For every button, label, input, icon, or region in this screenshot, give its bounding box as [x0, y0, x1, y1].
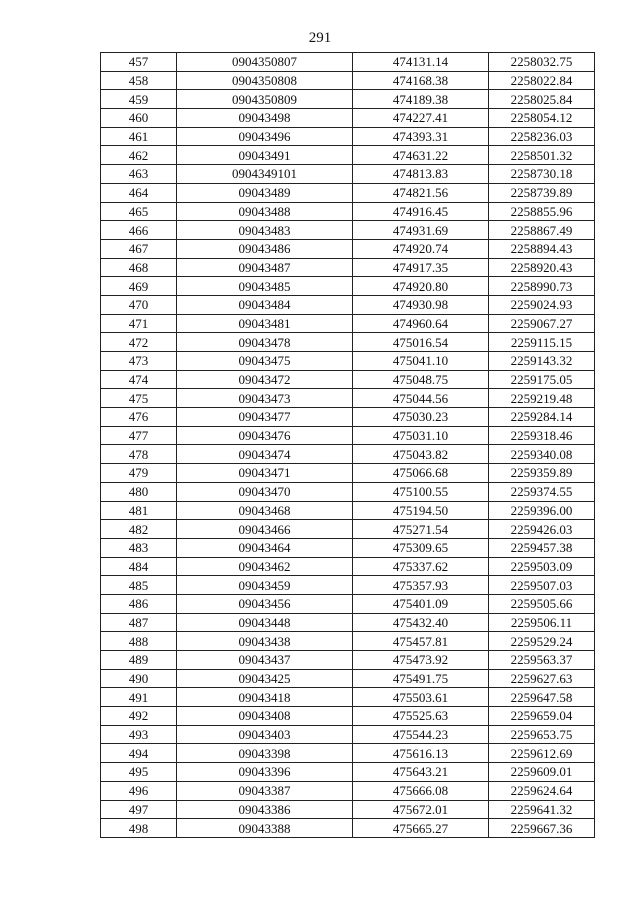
row-number-cell: 472 [101, 333, 177, 352]
y-coordinate-cell: 2259647.58 [489, 688, 595, 707]
y-coordinate-cell: 2259503.09 [489, 557, 595, 576]
x-coordinate-cell: 474813.83 [353, 165, 489, 184]
point-code-cell: 09043474 [177, 445, 353, 464]
row-number-cell: 494 [101, 744, 177, 763]
y-coordinate-cell: 2259505.66 [489, 594, 595, 613]
row-number-cell: 490 [101, 669, 177, 688]
y-coordinate-cell: 2258032.75 [489, 53, 595, 72]
x-coordinate-cell: 474131.14 [353, 53, 489, 72]
point-code-cell: 0904350808 [177, 71, 353, 90]
point-code-cell: 0904349101 [177, 165, 353, 184]
row-number-cell: 468 [101, 258, 177, 277]
table-row [101, 333, 595, 352]
row-number-cell: 460 [101, 109, 177, 128]
point-code-cell: 09043470 [177, 482, 353, 501]
point-code-cell: 09043448 [177, 613, 353, 632]
point-code-cell: 09043478 [177, 333, 353, 352]
point-code-cell: 09043398 [177, 744, 353, 763]
point-code-cell: 09043386 [177, 800, 353, 819]
x-coordinate-cell: 474393.31 [353, 127, 489, 146]
table-row [101, 576, 595, 595]
y-coordinate-cell: 2258739.89 [489, 183, 595, 202]
page-number: 291 [308, 30, 332, 46]
x-coordinate-cell: 475337.62 [353, 557, 489, 576]
y-coordinate-cell: 2258855.96 [489, 202, 595, 221]
table-row [101, 538, 595, 557]
x-coordinate-cell: 475271.54 [353, 520, 489, 539]
x-coordinate-cell: 475066.68 [353, 464, 489, 483]
x-coordinate-cell: 475432.40 [353, 613, 489, 632]
table-row [101, 202, 595, 221]
row-number-cell: 489 [101, 651, 177, 670]
point-code-cell: 09043489 [177, 183, 353, 202]
x-coordinate-cell: 475672.01 [353, 800, 489, 819]
row-number-cell: 473 [101, 352, 177, 371]
y-coordinate-cell: 2259175.05 [489, 370, 595, 389]
row-number-cell: 485 [101, 576, 177, 595]
table-row [101, 763, 595, 782]
table-row [101, 501, 595, 520]
x-coordinate-cell: 474917.35 [353, 258, 489, 277]
x-coordinate-cell: 475043.82 [353, 445, 489, 464]
table-row [101, 594, 595, 613]
y-coordinate-cell: 2259653.75 [489, 725, 595, 744]
row-number-cell: 462 [101, 146, 177, 165]
row-number-cell: 469 [101, 277, 177, 296]
y-coordinate-cell: 2259641.32 [489, 800, 595, 819]
row-number-cell: 491 [101, 688, 177, 707]
table-row [101, 221, 595, 240]
table-row [101, 258, 595, 277]
table-row [101, 426, 595, 445]
y-coordinate-cell: 2259659.04 [489, 707, 595, 726]
y-coordinate-cell: 2259219.48 [489, 389, 595, 408]
row-number-cell: 480 [101, 482, 177, 501]
y-coordinate-cell: 2258920.43 [489, 258, 595, 277]
point-code-cell: 09043484 [177, 295, 353, 314]
table-row [101, 725, 595, 744]
row-number-cell: 487 [101, 613, 177, 632]
point-code-cell: 09043473 [177, 389, 353, 408]
table-row [101, 352, 595, 371]
y-coordinate-cell: 2259563.37 [489, 651, 595, 670]
table-row [101, 613, 595, 632]
y-coordinate-cell: 2259115.15 [489, 333, 595, 352]
table-row [101, 146, 595, 165]
row-number-cell: 498 [101, 819, 177, 838]
x-coordinate-cell: 475491.75 [353, 669, 489, 688]
table-row [101, 464, 595, 483]
row-number-cell: 470 [101, 295, 177, 314]
y-coordinate-cell: 2259396.00 [489, 501, 595, 520]
point-code-cell: 09043408 [177, 707, 353, 726]
table-row [101, 707, 595, 726]
table-row [101, 165, 595, 184]
x-coordinate-cell: 475030.23 [353, 408, 489, 427]
x-coordinate-cell: 474920.80 [353, 277, 489, 296]
row-number-cell: 478 [101, 445, 177, 464]
table-row [101, 482, 595, 501]
x-coordinate-cell: 475525.63 [353, 707, 489, 726]
point-code-cell: 09043496 [177, 127, 353, 146]
row-number-cell: 488 [101, 632, 177, 651]
y-coordinate-cell: 2259067.27 [489, 314, 595, 333]
x-coordinate-cell: 475357.93 [353, 576, 489, 595]
table-row [101, 90, 595, 109]
point-code-cell: 09043464 [177, 538, 353, 557]
y-coordinate-cell: 2259374.55 [489, 482, 595, 501]
row-number-cell: 471 [101, 314, 177, 333]
point-code-cell: 09043438 [177, 632, 353, 651]
x-coordinate-cell: 475503.61 [353, 688, 489, 707]
x-coordinate-cell: 475401.09 [353, 594, 489, 613]
point-code-cell: 09043488 [177, 202, 353, 221]
x-coordinate-cell: 475100.55 [353, 482, 489, 501]
point-code-cell: 09043403 [177, 725, 353, 744]
row-number-cell: 463 [101, 165, 177, 184]
row-number-cell: 465 [101, 202, 177, 221]
x-coordinate-cell: 475044.56 [353, 389, 489, 408]
y-coordinate-cell: 2258054.12 [489, 109, 595, 128]
table-row [101, 314, 595, 333]
x-coordinate-cell: 475041.10 [353, 352, 489, 371]
y-coordinate-cell: 2259529.24 [489, 632, 595, 651]
table-row [101, 127, 595, 146]
row-number-cell: 486 [101, 594, 177, 613]
y-coordinate-cell: 2259024.93 [489, 295, 595, 314]
y-coordinate-cell: 2258867.49 [489, 221, 595, 240]
x-coordinate-cell: 474631.22 [353, 146, 489, 165]
table-row [101, 744, 595, 763]
point-code-cell: 09043491 [177, 146, 353, 165]
row-number-cell: 492 [101, 707, 177, 726]
row-number-cell: 466 [101, 221, 177, 240]
x-coordinate-cell: 475666.08 [353, 781, 489, 800]
row-number-cell: 493 [101, 725, 177, 744]
table-row [101, 669, 595, 688]
point-code-cell: 09043471 [177, 464, 353, 483]
x-coordinate-cell: 475309.65 [353, 538, 489, 557]
point-code-cell: 09043418 [177, 688, 353, 707]
x-coordinate-cell: 474189.38 [353, 90, 489, 109]
y-coordinate-cell: 2259609.01 [489, 763, 595, 782]
y-coordinate-cell: 2258236.03 [489, 127, 595, 146]
x-coordinate-cell: 475643.21 [353, 763, 489, 782]
row-number-cell: 483 [101, 538, 177, 557]
y-coordinate-cell: 2258730.18 [489, 165, 595, 184]
table-row [101, 295, 595, 314]
y-coordinate-cell: 2259506.11 [489, 613, 595, 632]
point-code-cell: 09043475 [177, 352, 353, 371]
row-number-cell: 479 [101, 464, 177, 483]
table-row [101, 277, 595, 296]
y-coordinate-cell: 2258025.84 [489, 90, 595, 109]
point-code-cell: 09043477 [177, 408, 353, 427]
y-coordinate-cell: 2259359.89 [489, 464, 595, 483]
point-code-cell: 09043437 [177, 651, 353, 670]
row-number-cell: 459 [101, 90, 177, 109]
point-code-cell: 09043481 [177, 314, 353, 333]
y-coordinate-cell: 2259624.64 [489, 781, 595, 800]
point-code-cell: 0904350807 [177, 53, 353, 72]
row-number-cell: 482 [101, 520, 177, 539]
x-coordinate-cell: 475048.75 [353, 370, 489, 389]
point-code-cell: 09043388 [177, 819, 353, 838]
x-coordinate-cell: 475016.54 [353, 333, 489, 352]
row-number-cell: 495 [101, 763, 177, 782]
table-row [101, 71, 595, 90]
coordinates-table [100, 52, 595, 838]
row-number-cell: 461 [101, 127, 177, 146]
x-coordinate-cell: 475473.92 [353, 651, 489, 670]
point-code-cell: 09043485 [177, 277, 353, 296]
table-row [101, 370, 595, 389]
point-code-cell: 09043468 [177, 501, 353, 520]
y-coordinate-cell: 2259612.69 [489, 744, 595, 763]
coordinates-table-body [101, 53, 595, 838]
table-row [101, 183, 595, 202]
table-row [101, 800, 595, 819]
y-coordinate-cell: 2258501.32 [489, 146, 595, 165]
table-row [101, 520, 595, 539]
point-code-cell: 09043425 [177, 669, 353, 688]
row-number-cell: 497 [101, 800, 177, 819]
x-coordinate-cell: 474931.69 [353, 221, 489, 240]
table-row [101, 445, 595, 464]
table-row [101, 651, 595, 670]
table-row [101, 389, 595, 408]
y-coordinate-cell: 2259627.63 [489, 669, 595, 688]
x-coordinate-cell: 475665.27 [353, 819, 489, 838]
y-coordinate-cell: 2259318.46 [489, 426, 595, 445]
point-code-cell: 09043476 [177, 426, 353, 445]
row-number-cell: 496 [101, 781, 177, 800]
y-coordinate-cell: 2259507.03 [489, 576, 595, 595]
table-row [101, 632, 595, 651]
point-code-cell: 09043486 [177, 239, 353, 258]
y-coordinate-cell: 2258894.43 [489, 239, 595, 258]
x-coordinate-cell: 474916.45 [353, 202, 489, 221]
x-coordinate-cell: 474227.41 [353, 109, 489, 128]
row-number-cell: 467 [101, 239, 177, 258]
x-coordinate-cell: 475544.23 [353, 725, 489, 744]
y-coordinate-cell: 2259284.14 [489, 408, 595, 427]
point-code-cell: 0904350809 [177, 90, 353, 109]
row-number-cell: 474 [101, 370, 177, 389]
y-coordinate-cell: 2259143.32 [489, 352, 595, 371]
table-row [101, 557, 595, 576]
y-coordinate-cell: 2258990.73 [489, 277, 595, 296]
point-code-cell: 09043498 [177, 109, 353, 128]
row-number-cell: 476 [101, 408, 177, 427]
row-number-cell: 475 [101, 389, 177, 408]
x-coordinate-cell: 474168.38 [353, 71, 489, 90]
y-coordinate-cell: 2258022.84 [489, 71, 595, 90]
point-code-cell: 09043487 [177, 258, 353, 277]
point-code-cell: 09043387 [177, 781, 353, 800]
point-code-cell: 09043456 [177, 594, 353, 613]
table-row [101, 819, 595, 838]
x-coordinate-cell: 475031.10 [353, 426, 489, 445]
point-code-cell: 09043472 [177, 370, 353, 389]
point-code-cell: 09043462 [177, 557, 353, 576]
x-coordinate-cell: 474930.98 [353, 295, 489, 314]
point-code-cell: 09043466 [177, 520, 353, 539]
row-number-cell: 481 [101, 501, 177, 520]
y-coordinate-cell: 2259340.08 [489, 445, 595, 464]
point-code-cell: 09043459 [177, 576, 353, 595]
x-coordinate-cell: 474821.56 [353, 183, 489, 202]
y-coordinate-cell: 2259426.03 [489, 520, 595, 539]
y-coordinate-cell: 2259457.38 [489, 538, 595, 557]
table-row [101, 239, 595, 258]
row-number-cell: 477 [101, 426, 177, 445]
table-row [101, 408, 595, 427]
x-coordinate-cell: 475616.13 [353, 744, 489, 763]
table-row [101, 781, 595, 800]
row-number-cell: 464 [101, 183, 177, 202]
x-coordinate-cell: 475457.81 [353, 632, 489, 651]
y-coordinate-cell: 2259667.36 [489, 819, 595, 838]
table-row [101, 688, 595, 707]
point-code-cell: 09043483 [177, 221, 353, 240]
row-number-cell: 457 [101, 53, 177, 72]
x-coordinate-cell: 474920.74 [353, 239, 489, 258]
table-row [101, 53, 595, 72]
row-number-cell: 484 [101, 557, 177, 576]
x-coordinate-cell: 475194.50 [353, 501, 489, 520]
row-number-cell: 458 [101, 71, 177, 90]
point-code-cell: 09043396 [177, 763, 353, 782]
table-row [101, 109, 595, 128]
x-coordinate-cell: 474960.64 [353, 314, 489, 333]
